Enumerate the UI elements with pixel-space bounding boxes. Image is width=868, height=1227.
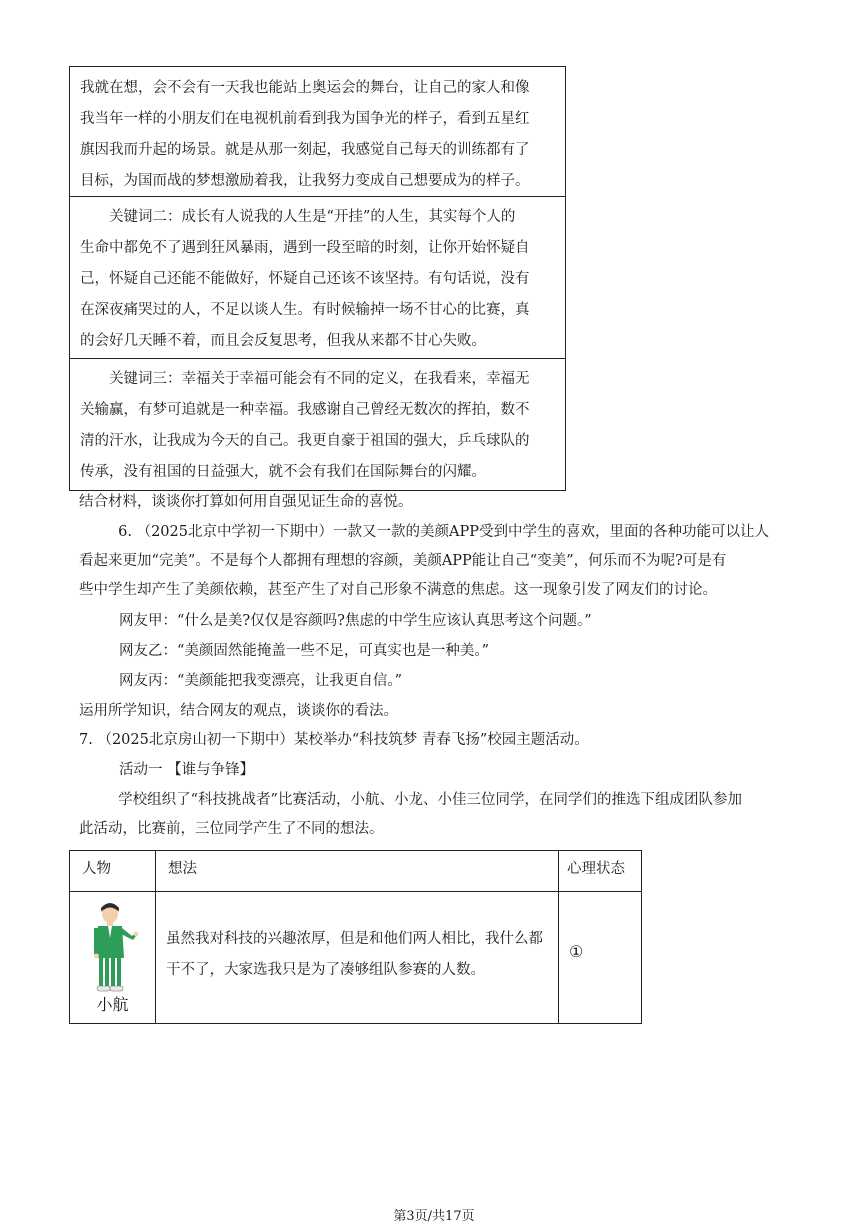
person-cell <box>70 892 156 1024</box>
thought-text: 虽然我对科技的兴趣浓厚，但是和他们两人相比，我什么都干不了，大家选我只是为了凑够组队参赛的人数。 <box>166 931 543 978</box>
quote-line: 的会好几天睡不着，而且会反复思考，但我从来都不甘心失败。 <box>80 333 486 349</box>
q7-line: 学校组织了“科技挑战者”比赛活动，小航、小龙、小佳三位同学，在同学们的推选下组成团队参加 <box>118 792 742 808</box>
q7-line: 此活动，比赛前，三位同学产生了不同的想法。 <box>79 821 384 837</box>
thought-cell <box>156 892 559 1024</box>
psychology-table <box>69 850 642 1024</box>
quote-line: 清的汗水，让我成为今天的自己。我更自豪于祖国的强大，乒乓球队的 <box>80 433 530 449</box>
page-footer: 第3页/共17页 <box>393 1209 475 1224</box>
quote-line: 己，怀疑自己还能不能做好，怀疑自己还该不该坚持。有句话说，没有 <box>80 271 530 287</box>
quote-line: 生命中都免不了遇到狂风暴雨，遇到一段至暗的时刻，让你开始怀疑自 <box>80 240 530 256</box>
header-thought: 想法 <box>156 851 559 892</box>
quote-box-2 <box>69 196 566 359</box>
q6-line: 看起来更加“完美”。不是每个人都拥有理想的容颜，美颜APP能让自己“变美”，何乐而不为呢?可是有 <box>79 553 727 569</box>
quote-line: 关输赢，有梦可追就是一种幸福。我感谢自己曾经无数次的挥拍，数不 <box>80 402 530 418</box>
quote-line: 传承，没有祖国的日益强大，就不会有我们在国际舞台的闪耀。 <box>80 464 486 480</box>
quote-line: 旗因我而升起的场景。就是从那一刻起，我感觉自己每天的训练都有了 <box>80 142 530 158</box>
quote-box-1 <box>69 66 566 197</box>
quote-line: 我当年一样的小朋友们在电视机前看到我为国争光的样子，看到五星红 <box>80 111 530 127</box>
netizen-c: 网友丙：“美颜能把我变漂亮，让我更自信。” <box>119 673 403 689</box>
question-7-intro: 7. （2025北京房山初一下期中）某校举办“科技筑梦 青春飞扬”校园主题活动。 <box>79 732 589 748</box>
quote-line: 关键词二：成长有人说我的人生是“开挂”的人生，其实每个人的 <box>109 209 516 225</box>
question-7-body <box>79 786 799 844</box>
question-6-prompt: 运用所学知识，结合网友的观点，谈谈你的看法。 <box>79 703 398 719</box>
activity-1-title: 活动一 【谁与争锋】 <box>119 762 255 778</box>
quote-line: 我就在想，会不会有一天我也能站上奥运会的舞台，让自己的家人和像 <box>80 80 530 96</box>
table-header-row <box>70 851 642 892</box>
netizen-a: 网友甲：“什么是美?仅仅是容颜吗?焦虑的中学生应该认真思考这个问题。” <box>119 613 592 629</box>
q6-line: 6. （2025北京中学初一下期中）一款又一款的美颜APP受到中学生的喜欢，里面的各种功能可以让人 <box>118 524 769 540</box>
question-6-body <box>79 518 799 605</box>
quote-line: 在深夜痛哭过的人，不足以谈人生。有时候输掉一场不甘心的比赛，真 <box>80 302 530 318</box>
question-5-prompt: 结合材料，谈谈你打算如何用自强见证生命的喜悦。 <box>79 494 413 510</box>
blank-marker: ① <box>569 942 584 961</box>
person-name: 小航 <box>96 995 129 1014</box>
quote-line: 关键词三：幸福关于幸福可能会有不同的定义，在我看来，幸福无 <box>109 371 530 387</box>
header-person: 人物 <box>70 851 156 892</box>
header-state: 心理状态 <box>559 851 642 892</box>
table-row <box>70 892 642 1024</box>
student-illustration <box>88 902 138 992</box>
q6-line: 些中学生却产生了美颜依赖，甚至产生了对自己形象不满意的焦虑。这一现象引发了网友们的讨论。 <box>79 582 717 598</box>
quote-line: 目标，为国而战的梦想激励着我，让我努力变成自己想要成为的样子。 <box>80 173 530 189</box>
quote-box-3 <box>69 358 566 491</box>
netizen-b: 网友乙：“美颜固然能掩盖一些不足，可真实也是一种美。” <box>119 643 490 659</box>
state-cell <box>559 892 642 1024</box>
